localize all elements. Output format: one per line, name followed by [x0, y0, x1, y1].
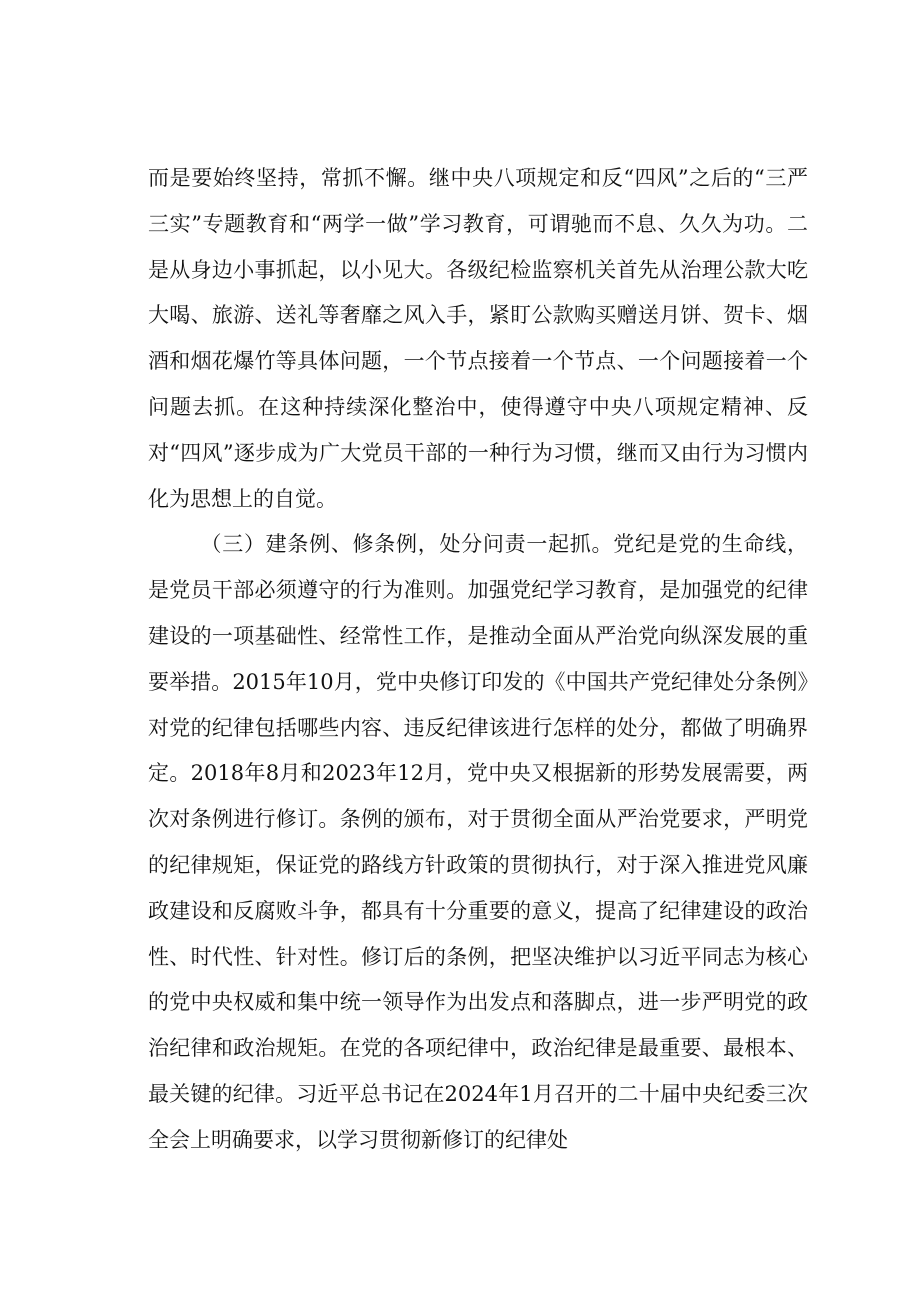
- paragraph-section-three: （三）建条例、修条例，处分问责一起抓。党纪是党的生命线，是党员干部必须遵守的行为准则。加强党纪学习教育，是加强党的纪律建设的一项基础性、经常性工作，是推动全面从严治党向纵深发展的重要举措。2015年10月，党中央修订印发的《中国共产党纪律处分条例》对党的纪律包括哪些内容、违反纪律该进行怎样的处分，都做了明确界定。2018年8月和2023年12月，党中央又根据新的形势发展需要，两次对条例进行修订。条例的颁布，对于贯彻全面从严治党要求，严明党的纪律规矩，保证党的路线方针政策的贯彻执行，对于深入推进党风廉政建设和反腐败斗争，都具有十分重要的意义，提高了纪律建设的政治性、时代性、针对性。修订后的条例，把坚决维护以习近平同志为核心的党中央权威和集中统一领导作为出发点和落脚点，进一步严明党的政治纪律和政治规矩。在党的各项纪律中，政治纪律是最重要、最根本、最关键的纪律。习近平总书记在2024年1月召开的二十届中央纪委三次全会上明确要求，以学习贯彻新修订的纪律处: [148, 532, 808, 1152]
- body-text: [148, 156, 808, 1164]
- paragraph-continuation: 而是要始终坚持，常抓不懈。继中央八项规定和反“四风”之后的“三严三实”专题教育和“两学一做”学习教育，可谓驰而不息、久久为功。二是从身边小事抓起，以小见大。各级纪检监察机关首先从治理公款大吃大喝、旅游、送礼等奢靡之风入手，紧盯公款购买赠送月饼、贺卡、烟酒和烟花爆竹等具体问题，一个节点接着一个节点、一个问题接着一个问题去抓。在这种持续深化整治中，使得遵守中央八项规定精神、反对“四风”逐步成为广大党员干部的一种行为习惯，继而又由行为习惯内化为思想上的自觉。: [148, 166, 808, 511]
